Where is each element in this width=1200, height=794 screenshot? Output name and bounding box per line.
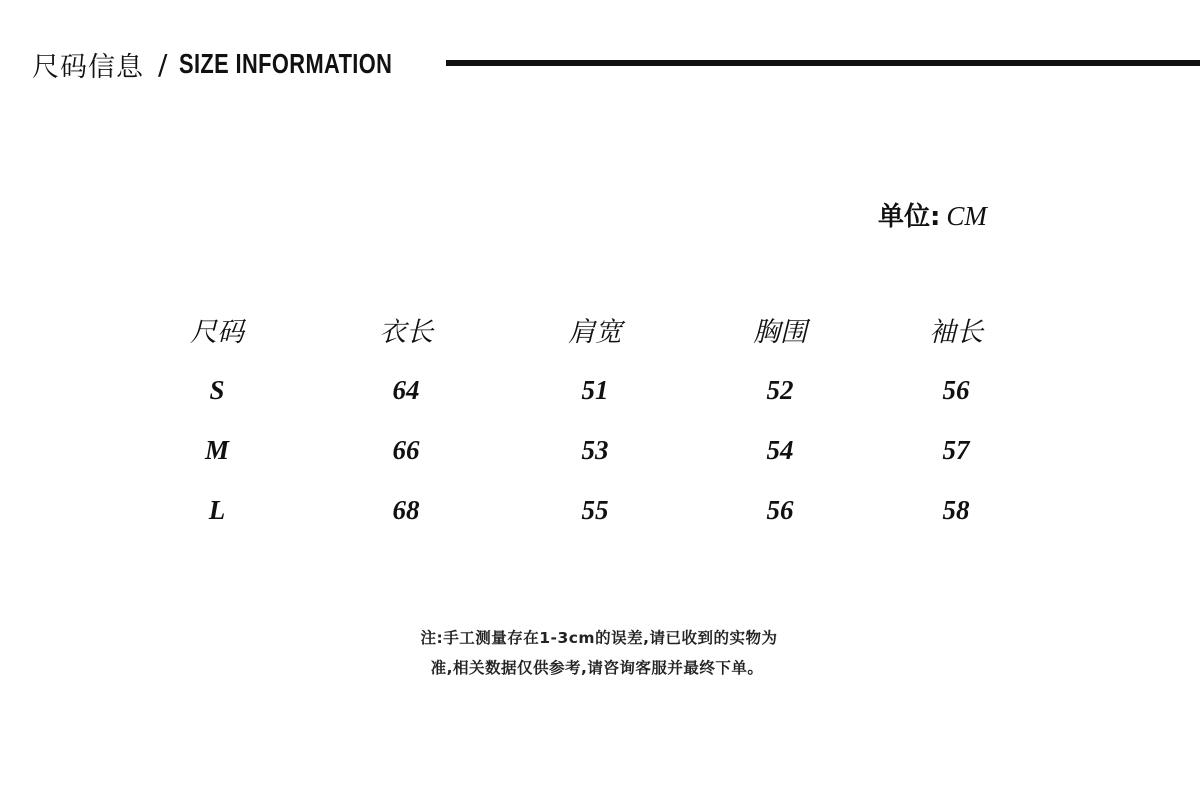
unit-value: CM bbox=[946, 201, 987, 231]
title-english: SIZE INFORMATION bbox=[179, 48, 393, 79]
header-shoulder: 肩宽 bbox=[568, 317, 622, 348]
header-chest: 胸围 bbox=[753, 317, 807, 348]
table-cell-chest: 56 bbox=[766, 495, 794, 525]
header-size: 尺码 bbox=[190, 317, 244, 348]
table-cell-length: 68 bbox=[392, 495, 420, 525]
table-cell-length: 66 bbox=[392, 435, 420, 465]
header-length: 衣长 bbox=[379, 317, 433, 348]
table-cell-size: S bbox=[209, 375, 225, 405]
table-cell-length: 64 bbox=[392, 375, 420, 405]
table-cell-chest: 54 bbox=[766, 435, 794, 465]
title-chinese: 尺码信息 bbox=[32, 51, 144, 83]
unit-label: 单位: bbox=[878, 202, 941, 232]
table-cell-sleeve: 56 bbox=[942, 375, 970, 405]
header-sleeve: 袖长 bbox=[929, 317, 983, 348]
table-cell-size: M bbox=[204, 435, 230, 465]
table-cell-shoulder: 53 bbox=[581, 435, 609, 465]
table-cell-sleeve: 57 bbox=[942, 435, 970, 465]
measurement-note-line-1: 注:手工测量存在1-3cm的误差,请已收到的实物为 bbox=[420, 629, 778, 647]
table-cell-shoulder: 51 bbox=[581, 375, 609, 405]
title-separator: / bbox=[158, 47, 168, 81]
measurement-note-line-2: 准,相关数据仅供参考,请咨询客服并最终下单。 bbox=[430, 659, 764, 677]
table-cell-shoulder: 55 bbox=[581, 495, 609, 525]
table-cell-chest: 52 bbox=[766, 375, 794, 405]
table-cell-size: L bbox=[208, 495, 226, 525]
table-cell-sleeve: 58 bbox=[942, 495, 970, 525]
